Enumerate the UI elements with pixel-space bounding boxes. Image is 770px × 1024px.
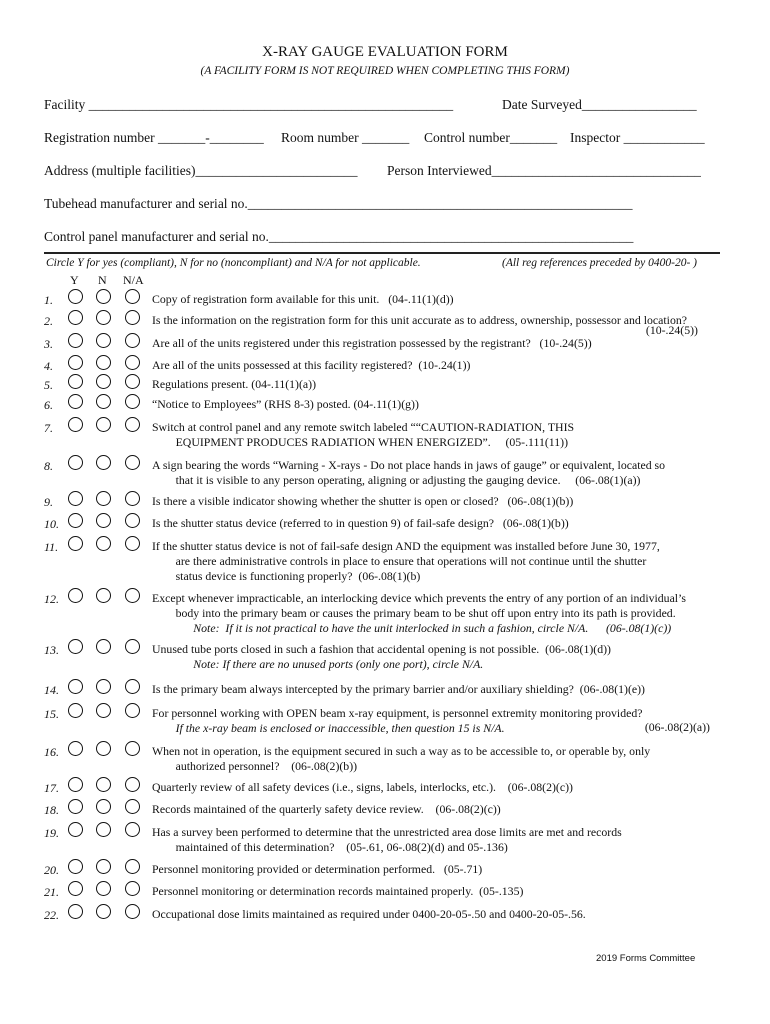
question-number: 16.: [44, 745, 59, 759]
answer-yes-circle[interactable]: [68, 513, 83, 528]
question-number: 17.: [44, 781, 59, 795]
answer-yes-circle[interactable]: [68, 904, 83, 919]
question-text-continued: body into the primary beam or causes the primary beam to be shut off upon entry into its path is provided.: [152, 606, 676, 621]
answer-na-circle[interactable]: [125, 777, 140, 792]
answer-no-circle[interactable]: [96, 859, 111, 874]
question-text-continued: (06-.08(2)(a)): [644, 720, 710, 734]
answer-na-circle[interactable]: [125, 455, 140, 470]
tubehead-field[interactable]: Tubehead manufacturer and serial no._________________________________________________________: [44, 196, 633, 211]
question-text-continued: are there administrative controls in place to ensure that operations will not continue until the shutter: [152, 554, 647, 569]
question-text: For personnel working with OPEN beam x-ray equipment, is personnel extremity monitoring provided?: [152, 706, 643, 720]
control-panel-field[interactable]: Control panel manufacturer and serial no.______________________________________________________: [44, 229, 634, 244]
question-text: Are all of the units possessed at this facility registered? (10-.24(1)): [152, 358, 471, 372]
answer-na-circle[interactable]: [125, 588, 140, 603]
question-number: 5.: [44, 378, 53, 392]
room-number-field[interactable]: Room number _______: [281, 130, 410, 145]
answer-na-circle[interactable]: [125, 374, 140, 389]
question-number: 8.: [44, 459, 53, 473]
answer-no-circle[interactable]: [96, 881, 111, 896]
answer-na-circle[interactable]: [125, 859, 140, 874]
question-text: Quarterly review of all safety devices (i.e., signs, labels, interlocks, etc.). (06-.08(2)(c)): [152, 780, 573, 794]
question-number: 18.: [44, 803, 59, 817]
question-text: Has a survey been performed to determine that the unrestricted area dose limits are met and records: [152, 825, 622, 839]
answer-no-circle[interactable]: [96, 799, 111, 814]
answer-na-circle[interactable]: [125, 333, 140, 348]
answer-na-circle[interactable]: [125, 703, 140, 718]
question-text-continued: that it is visible to any person operating, aligning or adjusting the gauging device. (06-.08(1)(a)): [152, 473, 641, 488]
question-text-continued: maintained of this determination? (05-.61, 06-.08(2)(d) and 05-.136): [152, 840, 508, 855]
answer-no-circle[interactable]: [96, 374, 111, 389]
question-text: Except whenever impracticable, an interlocking device which prevents the entry of any portion of an individual’s: [152, 591, 686, 605]
answer-yes-circle[interactable]: [68, 588, 83, 603]
answer-na-circle[interactable]: [125, 355, 140, 370]
question-text-continued: status device is functioning properly? (06-.08(1)(b): [152, 569, 421, 584]
question-text: Is the shutter status device (referred to in question 9) of fail-safe design? (06-.08(1)(b)): [152, 516, 569, 530]
question-text: Is the primary beam always intercepted by the primary barrier and/or auxiliary shielding? (06-.08(1)(e)): [152, 682, 645, 696]
question-text-continued: Note: If it is not practical to have the unit interlocked in such a fashion, circle N/A. (06-.08(1)(c)): [152, 621, 672, 636]
question-text: Occupational dose limits maintained as required under 0400-20-05-.50 and 0400-20-05-.56.: [152, 907, 586, 921]
answer-na-circle[interactable]: [125, 417, 140, 432]
answer-yes-circle[interactable]: [68, 536, 83, 551]
person-interviewed-field[interactable]: Person Interviewed_______________________________: [387, 163, 701, 178]
question-text: Are all of the units registered under this registration possessed by the registrant? (10-.24(5)): [152, 336, 592, 350]
answer-yes-circle[interactable]: [68, 639, 83, 654]
answer-na-circle[interactable]: [125, 639, 140, 654]
question-text: Is there a visible indicator showing whether the shutter is open or closed? (06-.08(1)(b)): [152, 494, 574, 508]
legend-references: (All reg references preceded by 0400-20- ): [502, 257, 697, 269]
answer-yes-circle[interactable]: [68, 777, 83, 792]
answer-yes-circle[interactable]: [68, 741, 83, 756]
answer-na-circle[interactable]: [125, 289, 140, 304]
question-number: 19.: [44, 826, 59, 840]
answer-yes-circle[interactable]: [68, 799, 83, 814]
question-text: “Notice to Employees” (RHS 8-3) posted. (04-.11(1)(g)): [152, 397, 419, 411]
answer-yes-circle[interactable]: [68, 881, 83, 896]
answer-na-circle[interactable]: [125, 394, 140, 409]
answer-yes-circle[interactable]: [68, 679, 83, 694]
footer-committee: 2019 Forms Committee: [596, 953, 696, 964]
question-text-continued: authorized personnel? (06-.08(2)(b)): [152, 759, 358, 774]
answer-na-circle[interactable]: [125, 881, 140, 896]
answer-na-circle[interactable]: [125, 904, 140, 919]
answer-no-circle[interactable]: [96, 703, 111, 718]
question-number: 2.: [44, 314, 53, 328]
facility-field[interactable]: Facility ______________________________________________________: [44, 97, 454, 112]
answer-no-circle[interactable]: [96, 513, 111, 528]
answer-no-circle[interactable]: [96, 491, 111, 506]
question-text: A sign bearing the words “Warning - X-rays - Do not place hands in jaws of gauge” or equivalent, located so: [152, 458, 666, 472]
question-number: 4.: [44, 359, 53, 373]
column-header-y: Y: [70, 273, 79, 287]
form-title: X-RAY GAUGE EVALUATION FORM: [262, 44, 508, 60]
answer-no-circle[interactable]: [96, 289, 111, 304]
question-text-continued: If the x-ray beam is enclosed or inaccessible, then question 15 is N/A.: [152, 721, 505, 736]
question-number: 9.: [44, 495, 53, 509]
answer-no-circle[interactable]: [96, 822, 111, 837]
answer-no-circle[interactable]: [96, 417, 111, 432]
inspector-field[interactable]: Inspector ____________: [570, 130, 705, 145]
question-number: 12.: [44, 592, 59, 606]
legend-text: Circle Y for yes (compliant), N for no (noncompliant) and N/A for not applicable.: [46, 257, 421, 269]
question-number: 20.: [44, 863, 59, 877]
question-text: Is the information on the registration form for this unit accurate as to address, ownership, possessor and location?: [152, 313, 687, 327]
question-number: 14.: [44, 683, 59, 697]
answer-na-circle[interactable]: [125, 822, 140, 837]
question-text-continued: (10-.24(5)): [645, 323, 698, 337]
answer-na-circle[interactable]: [125, 536, 140, 551]
answer-yes-circle[interactable]: [68, 289, 83, 304]
answer-no-circle[interactable]: [96, 355, 111, 370]
answer-no-circle[interactable]: [96, 333, 111, 348]
question-text: If the shutter status device is not of fail-safe design AND the equipment was installed before June 30, 1977,: [152, 539, 660, 553]
question-text: Regulations present. (04-.11(1)(a)): [152, 377, 317, 391]
question-number: 13.: [44, 643, 59, 657]
answer-no-circle[interactable]: [96, 639, 111, 654]
answer-na-circle[interactable]: [125, 513, 140, 528]
column-header-na: N/A: [123, 273, 144, 287]
question-text: Unused tube ports closed in such a fashion that accidental opening is not possible. (06-.08(1)(d)): [152, 642, 611, 656]
answer-no-circle[interactable]: [96, 310, 111, 325]
question-text-continued: EQUIPMENT PRODUCES RADIATION WHEN ENERGIZED”. (05-.111(11)): [152, 435, 569, 450]
question-number: 1.: [44, 293, 53, 307]
answer-yes-circle[interactable]: [68, 374, 83, 389]
answer-yes-circle[interactable]: [68, 333, 83, 348]
answer-na-circle[interactable]: [125, 491, 140, 506]
question-text: When not in operation, is the equipment secured in such a way as to be accessible to, or operable by, only: [152, 744, 651, 758]
answer-yes-circle[interactable]: [68, 859, 83, 874]
answer-no-circle[interactable]: [96, 679, 111, 694]
question-text: Personnel monitoring or determination records maintained properly. (05-.135): [152, 884, 524, 898]
question-text: Switch at control panel and any remote switch labeled ““CAUTION-RADIATION, THIS: [152, 420, 575, 434]
answer-no-circle[interactable]: [96, 536, 111, 551]
question-number: 3.: [44, 337, 53, 351]
question-text-continued: Note: If there are no unused ports (only one port), circle N/A.: [152, 657, 484, 672]
question-number: 22.: [44, 908, 59, 922]
answer-yes-circle[interactable]: [68, 491, 83, 506]
answer-no-circle[interactable]: [96, 394, 111, 409]
answer-yes-circle[interactable]: [68, 822, 83, 837]
answer-na-circle[interactable]: [125, 799, 140, 814]
answer-no-circle[interactable]: [96, 741, 111, 756]
question-text: Personnel monitoring provided or determination performed. (05-.71): [152, 862, 483, 876]
question-text: Records maintained of the quarterly safety device review. (06-.08(2)(c)): [152, 802, 501, 816]
answer-yes-circle[interactable]: [68, 703, 83, 718]
question-number: 21.: [44, 885, 59, 899]
answer-na-circle[interactable]: [125, 310, 140, 325]
answer-yes-circle[interactable]: [68, 394, 83, 409]
address-field[interactable]: Address (multiple facilities)________________________: [44, 163, 358, 178]
question-text: Copy of registration form available for this unit. (04-.11(1)(d)): [152, 292, 454, 306]
answer-no-circle[interactable]: [96, 455, 111, 470]
question-number: 7.: [44, 421, 53, 435]
form-subtitle: (A FACILITY FORM IS NOT REQUIRED WHEN COMPLETING THIS FORM): [200, 65, 570, 77]
question-number: 15.: [44, 707, 59, 721]
answer-yes-circle[interactable]: [68, 455, 83, 470]
answer-no-circle[interactable]: [96, 588, 111, 603]
question-number: 6.: [44, 398, 53, 412]
answer-no-circle[interactable]: [96, 777, 111, 792]
divider-rule: [44, 252, 720, 254]
question-number: 11.: [44, 540, 59, 554]
control-number-field[interactable]: Control number_______: [424, 130, 558, 145]
answer-na-circle[interactable]: [125, 741, 140, 756]
answer-yes-circle[interactable]: [68, 417, 83, 432]
date-surveyed-field[interactable]: Date Surveyed_________________: [502, 97, 697, 112]
question-number: 10.: [44, 517, 59, 531]
column-header-n: N: [98, 273, 107, 287]
answer-yes-circle[interactable]: [68, 355, 83, 370]
legend-instructions: [46, 257, 697, 269]
answer-no-circle[interactable]: [96, 904, 111, 919]
answer-na-circle[interactable]: [125, 679, 140, 694]
registration-number-field[interactable]: Registration number _______-________: [44, 130, 264, 145]
answer-yes-circle[interactable]: [68, 310, 83, 325]
